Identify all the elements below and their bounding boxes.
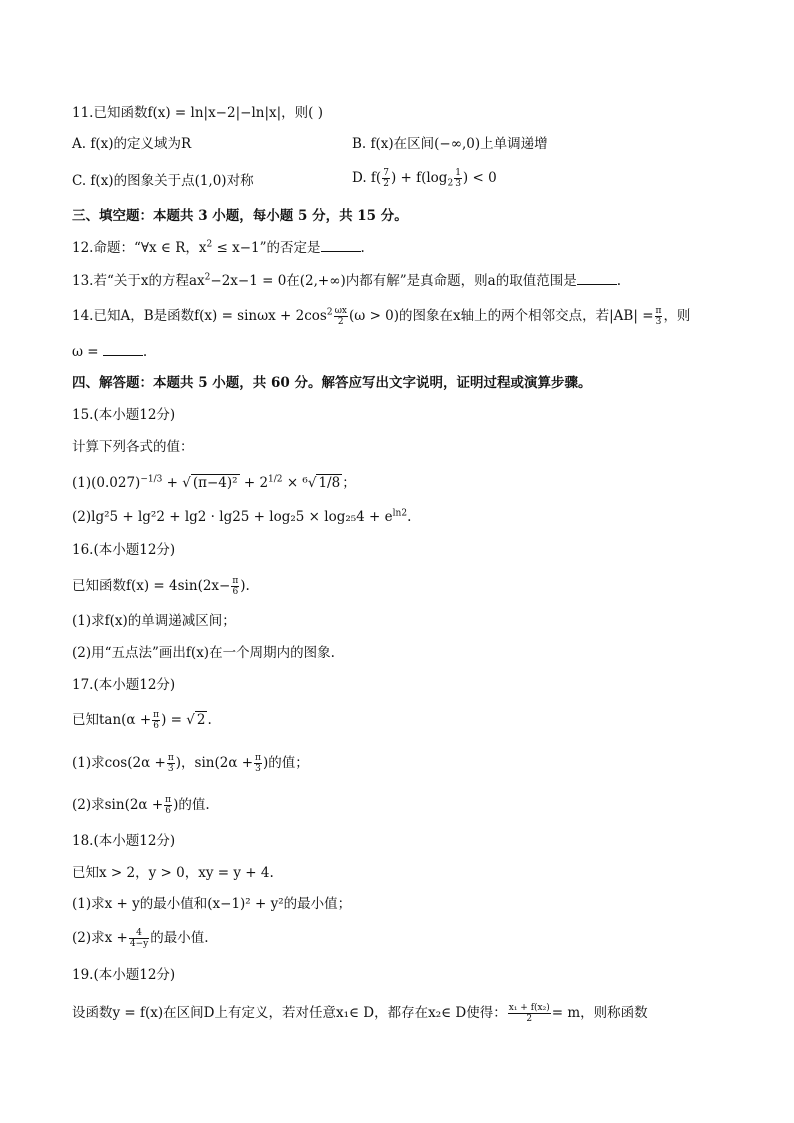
section-4-heading: 四、解答题：本题共 5 小题，共 60 分。解答应写出文字说明，证明过程或演算步骤。 <box>72 375 592 391</box>
q15-title: 15.(本小题12分) <box>72 407 176 423</box>
q15-intro: 计算下列各式的值： <box>72 439 194 455</box>
q11-option-b: B. f(x)在区间(−∞,0)上单调递增 <box>352 136 548 152</box>
q18-p2-fraction: $\frac{4}{4-y}$ <box>129 928 149 949</box>
q14-text-c: ，则 <box>663 308 691 324</box>
q12 <box>72 239 365 257</box>
q17-stem-root: 2 <box>196 712 206 728</box>
q17-stem-a: 已知tan(α + <box>72 712 152 728</box>
q18-p2-b: 的最小值. <box>150 930 209 946</box>
q14-end: . <box>142 344 148 360</box>
q15-p1-a: (1)(0.027) <box>72 475 141 491</box>
q11-option-d-mid: ) + f(log <box>390 170 448 186</box>
q13 <box>72 272 621 290</box>
q12-text-a: 12.命题：“∀x ∈ R，x <box>72 240 207 256</box>
q19-stem-b: = m，则称函数 <box>551 1005 648 1021</box>
q15-p2-end: . <box>407 509 412 525</box>
q15-p1-end: ； <box>342 475 356 491</box>
q13-end: . <box>616 273 622 289</box>
q14-fraction-1: $\frac{\omega x}{2}$ <box>334 306 347 327</box>
q13-sup: 2 <box>204 272 211 283</box>
q14-fraction-2: $\frac{\pi}{3}$ <box>655 306 662 327</box>
q14-answer-blank <box>103 343 143 356</box>
q12-sup: 2 <box>206 239 213 250</box>
q17-p1-fraction-2: $\frac{\pi}{3}$ <box>255 753 261 774</box>
q16-fraction: $\frac{\pi}{6}$ <box>232 576 239 597</box>
q15-part-2 <box>72 508 411 526</box>
q17-part-1 <box>72 753 309 774</box>
q15-p2-text: (2)lg²5 + lg²2 + lg2 · lg25 + log₂5 × log₂₅4 + e <box>72 509 393 525</box>
q17-p1-c: )的值； <box>262 755 309 771</box>
q11-stem: 11.已知函数f(x) = ln|x−2|−ln|x|，则( ) <box>72 105 323 121</box>
q14-omega: ω = <box>72 344 103 360</box>
q19-stem <box>72 1003 648 1024</box>
q17-title: 17.(本小题12分) <box>72 677 176 693</box>
q15-p1-d: × ⁶√ <box>282 475 317 491</box>
q11-option-d-log-base: 2 <box>447 178 454 189</box>
q15-p1-b: + √ <box>162 475 191 491</box>
q19-fraction: $\frac{\text{x₁ + f(x₂)}}{2}$ <box>508 1003 550 1024</box>
q16-part-2: (2)用“五点法”画出f(x)在一个周期内的图象. <box>72 645 335 661</box>
q11-option-a: A. f(x)的定义域为R <box>72 136 192 152</box>
q17-p1-a: (1)求cos(2α + <box>72 755 166 771</box>
q14-text-a: 14.已知A，B是函数f(x) = sinωx + 2cos <box>72 308 327 324</box>
q18-part-2 <box>72 928 209 949</box>
q18-stem: 已知x > 2，y > 0，xy = y + 4. <box>72 865 274 881</box>
q11-option-d-log-fraction: $\frac{1}{3}$ <box>455 168 461 189</box>
q11-option-d-suffix: ) < 0 <box>462 170 497 186</box>
q12-text-b: ≤ x−1”的否定是 <box>212 240 321 256</box>
q12-answer-blank <box>321 239 361 252</box>
q16-stem-a: 已知函数f(x) = 4sin(2x− <box>72 578 231 594</box>
q17-p1-b: )，sin(2α + <box>175 755 254 771</box>
q17-p2-fraction: $\frac{\pi}{6}$ <box>165 795 172 816</box>
q19-stem-a: 设函数y = f(x)在区间D上有定义，若对任意x₁∈ D，都存在x₂∈ D使得： <box>72 1005 507 1021</box>
q17-stem-b: ) = √ <box>161 712 195 728</box>
q14-sup: 2 <box>326 307 333 318</box>
q15-p1-c: + 2 <box>239 475 269 491</box>
q18-title: 18.(本小题12分) <box>72 833 176 849</box>
q15-part-1 <box>72 474 356 492</box>
q15-p1-root: (π−4)² <box>192 475 238 491</box>
q11-option-c: C. f(x)的图象关于点(1,0)对称 <box>72 173 254 189</box>
q17-stem-fraction: $\frac{\pi}{6}$ <box>153 710 160 731</box>
q14-line-2 <box>72 343 147 361</box>
q11-option-d-prefix: D. f( <box>352 170 382 186</box>
q17-p2-b: )的值. <box>173 797 210 813</box>
q15-p2-sup: ln2 <box>392 508 408 519</box>
q15-p1-exp: −1/3 <box>140 474 163 485</box>
q17-stem <box>72 710 212 731</box>
q17-p2-a: (2)求sin(2α + <box>72 797 164 813</box>
q12-end: . <box>360 240 365 256</box>
q16-stem <box>72 576 250 597</box>
q13-text-a: 13.若“关于x的方程ax <box>72 273 205 289</box>
q11-option-d-fraction: $\frac{7}{2}$ <box>383 168 389 189</box>
q15-p1-root2: 1/8 <box>318 475 341 491</box>
q17-stem-end: . <box>207 712 212 728</box>
q16-title: 16.(本小题12分) <box>72 542 176 558</box>
q13-text-b: −2x−1 = 0在(2,+∞)内都有解”是真命题，则a的取值范围是 <box>210 273 577 289</box>
q17-part-2 <box>72 795 210 816</box>
q18-p2-a: (2)求x + <box>72 930 128 946</box>
section-3-heading: 三、填空题：本题共 3 小题，每小题 5 分，共 15 分。 <box>72 208 408 224</box>
q17-p1-fraction-1: $\frac{\pi}{3}$ <box>167 753 174 774</box>
q11-option-d <box>352 168 497 189</box>
q18-part-1: (1)求x + y的最小值和(x−1)² + y²的最小值； <box>72 896 352 912</box>
q16-stem-b: ). <box>240 578 250 594</box>
q13-answer-blank <box>577 272 617 285</box>
q19-title: 19.(本小题12分) <box>72 967 176 983</box>
q14-text-b: (ω > 0)的图象在x轴上的两个相邻交点，若|AB| = <box>349 308 654 324</box>
q16-part-1: (1)求f(x)的单调递减区间； <box>72 613 236 629</box>
q15-p1-exp2: 1/2 <box>268 474 283 485</box>
q14 <box>72 306 690 327</box>
